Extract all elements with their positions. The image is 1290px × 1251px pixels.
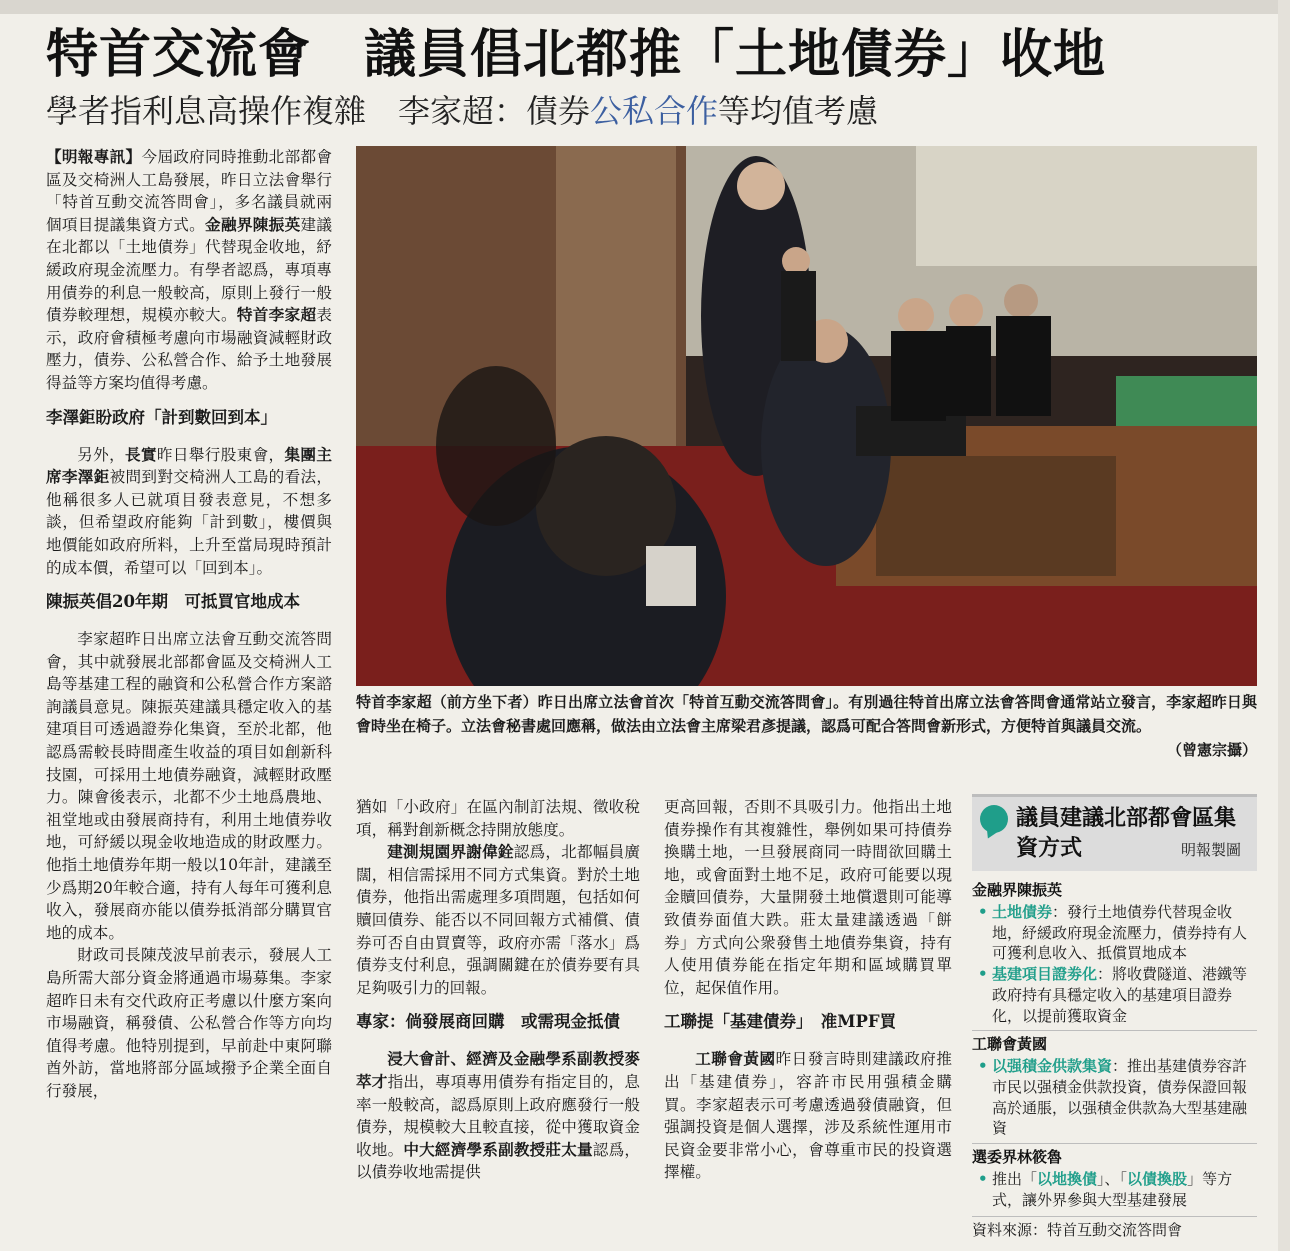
text: 推出「 bbox=[992, 1170, 1038, 1189]
text: 另外， bbox=[77, 445, 126, 464]
paragraph: 猶如「小政府」在區內制訂法規、徵收稅項，稱對創新概念持開放態度。 bbox=[356, 798, 640, 839]
news-tag: 【明報專訊】 bbox=[46, 147, 142, 166]
section-heading: 專家：倘發展商回購 或需現金抵債 bbox=[356, 1012, 620, 1032]
bold-name: 集團主席李澤鉅 bbox=[46, 444, 332, 487]
bold-name: 特首李家超 bbox=[236, 305, 317, 325]
section-heading: 陳振英倡20年期 可抵買官地成本 bbox=[46, 592, 300, 612]
bullet-icon: • bbox=[978, 1170, 988, 1189]
section-heading: 李澤鉅盼政府「計到數回到本」 bbox=[46, 407, 277, 427]
subhead-part2: 等均值考慮 bbox=[718, 92, 879, 130]
box-list-item bbox=[972, 964, 1257, 1026]
article-column-3 bbox=[664, 796, 952, 1246]
text: 昨日發言時則建議政府推出「基建債券」，容許市民用强積金購買。李家超表示可考慮透過發債融資，但强調投資是個人選擇，涉及系統性運用市民資金要非常小心，會尊重市民的投資選擇權。 bbox=[664, 1050, 952, 1182]
text: 被問到對交椅洲人工島的看法，他稱很多人已就項目發表意見，不想多談，但希望政府能夠「計到數」，樓價與地價能如政府所料，上升至當局現時預計的成本價，希望可以「回到本」。 bbox=[46, 468, 332, 577]
caption-text: 特首李家超（前方坐下者）昨日出席立法會首次「特首互動交流答問會」。有別過往特首出席立法會答問會通常站立發言，李家超昨日與會時坐在椅子。立法會秘書處回應稱，做法由立法會主席梁君彥提議，認爲可配合答問會新形式，方便特首與議員交流。 bbox=[356, 693, 1257, 735]
highlight: 以强積金供款集資 bbox=[992, 1057, 1113, 1076]
highlight: 以地換債 bbox=[1037, 1170, 1098, 1189]
info-box-title: 議員建議北部都會區集資方式 bbox=[1016, 805, 1237, 861]
bullet-icon: • bbox=[978, 1057, 988, 1076]
divider bbox=[972, 1143, 1257, 1144]
box-list-item bbox=[972, 1169, 1257, 1210]
news-photo bbox=[356, 146, 1257, 686]
text: 指出，專項專用債券有指定目的，息率一般較高，認爲原則上政府應發行一般債券，規模較大且較直接，從中獲取資金收地。 bbox=[356, 1072, 640, 1159]
bold-name: 浸大會計、經濟及金融學系副教授麥萃才 bbox=[356, 1049, 640, 1091]
bullet-icon: • bbox=[978, 903, 988, 921]
bold-name: 長實 bbox=[125, 444, 157, 464]
highlight: 基建項目證劵化 bbox=[992, 965, 1098, 984]
bold-name: 金融界陳振英 bbox=[205, 214, 301, 234]
text: 認爲，北都幅員廣闊，相信需採用不同方式集資。對於土地債券，他指出需處理多項問題，包括如何贖回債券、能否以不同回報方式補償、債券可否自由買賣等，政府亦需「落水」爲債券支付利息，强調關鍵在於債券要有具足夠吸引力的回報。 bbox=[356, 843, 640, 997]
box-section-name: 選委界林筱魯 bbox=[972, 1148, 1063, 1167]
page-top-edge bbox=[0, 0, 1290, 14]
paragraph bbox=[356, 1048, 640, 1184]
info-box-header bbox=[972, 794, 1257, 871]
photo-caption bbox=[356, 690, 1257, 762]
subheadline bbox=[46, 90, 1246, 132]
box-section-name: 工聯會黃國 bbox=[972, 1035, 1048, 1054]
box-list-item bbox=[972, 902, 1257, 964]
text: 昨日舉行股東會， bbox=[156, 445, 285, 464]
page-right-edge bbox=[1278, 0, 1290, 1251]
text: 」等方式，讓外界參與大型基建發展 bbox=[992, 1170, 1233, 1209]
text: 建議在北都以「土地債券」代替現金收地，紓緩政府現金流壓力。有學者認爲，專項專用債券的利息一般較高，原則上發行一般債券較理想，規模亦較大。 bbox=[46, 215, 332, 325]
info-box-credit: 明報製圖 bbox=[1180, 841, 1241, 859]
text: 認爲，以債券收地需提供 bbox=[356, 1140, 640, 1182]
text: ：發行土地債券代替現金收地，紓緩政府現金流壓力，債券持有人可獲利息收入、抵償買地成本 bbox=[992, 903, 1248, 963]
text: ：推出基建債券容許市民以强積金供款投資，債券保證回報高於通脹，以强積金供款為大型基建融資 bbox=[992, 1057, 1248, 1138]
text: 今屆政府同時推動北部都會區及交椅洲人工島發展，昨日立法會舉行「特首互動交流答問會」，多名議員就兩個項目提議集資方式。 bbox=[46, 148, 332, 234]
paragraph bbox=[664, 1048, 952, 1184]
subhead-part1: 學者指利息高操作複雜 李家超：債券 bbox=[46, 92, 591, 130]
article-column-2 bbox=[356, 796, 640, 1246]
text: 」、「 bbox=[1097, 1170, 1128, 1189]
text: ：將收費隧道、港鐵等政府持有具穩定收入的基建項目證券化，以提前獲取資金 bbox=[992, 965, 1248, 1025]
bold-name: 中大經濟學系副教授莊太量 bbox=[403, 1139, 593, 1159]
photo-credit: （曾憲宗攝） bbox=[1166, 741, 1257, 759]
divider bbox=[972, 1030, 1257, 1031]
section-heading: 工聯提「基建債券」 准MPF買 bbox=[664, 1012, 897, 1032]
info-box bbox=[972, 794, 1257, 1240]
headline: 特首交流會 議員倡北都推「土地債券」收地 bbox=[46, 24, 1107, 85]
paragraph: 李家超昨日出席立法會互動交流答問會，其中就發展北部都會區及交椅洲人工島等基建工程的融資和公私營合作方案諮詢議員意見。陳振英建議具穩定收入的基建項目可透過證券化集資，至於北都，他認爲需較長時間產生收益的項目如創新科技園，可採用土地債券融資，減輕財政壓力。陳會後表示，北都不少土地爲農地、祖堂地或由發展商持有，利用土地債券收地，可紓緩以現金收地造成的財政壓力。他指土地債券年期一般以10年計，建議至少爲期20年較合適，持有人每年可獲利息收入，發展商亦能以債券抵消部分購買官地的成本。 bbox=[46, 630, 332, 942]
info-box-source: 資料來源：特首互動交流答問會 bbox=[972, 1216, 1257, 1241]
bold-name: 建測規園界謝偉銓 bbox=[387, 842, 514, 862]
info-box-body bbox=[972, 871, 1257, 1241]
highlight: 土地債券 bbox=[992, 903, 1053, 921]
paragraph bbox=[356, 841, 640, 999]
article-column-1 bbox=[46, 146, 332, 1246]
legco-chamber-photo bbox=[356, 146, 1257, 686]
paragraph bbox=[46, 444, 332, 580]
text: 表示，政府會積極考慮向市場融資減輕財政壓力，債券、公私營合作、給予土地發展得益等方案均值得考慮。 bbox=[46, 306, 332, 392]
speech-bubble-icon bbox=[980, 805, 1008, 833]
paragraph: 財政司長陳茂波早前表示，發展人工島所需大部分資金將通過市場募集。李家超昨日未有交代政府正考慮以什麼方案向市場融資，稱發債、公私營合作等方向均值得考慮。他特別提到，早前赴中東阿聯酋外訪，當地將部分區域撥予企業全面自行發展， bbox=[46, 946, 332, 1100]
paragraph: 更高回報，否則不具吸引力。他指出土地債券操作有其複雜性，舉例如果可持債券換購土地，一旦發展商同一時間欲回購土地，或會面對土地不足，政府可能要以現金贖回債券，大量開發土地償還則可能導致債券面值大跌。莊太量建議透過「餅券」方式向公衆發售土地債券集資，持有人使用債券能在指定年期和區域購買單位，起保值作用。 bbox=[664, 798, 952, 997]
bold-name: 工聯會黃國 bbox=[695, 1049, 776, 1069]
paragraph bbox=[46, 146, 332, 395]
box-section-name: 金融界陳振英 bbox=[972, 881, 1063, 899]
box-list-item bbox=[972, 1056, 1257, 1139]
bullet-icon: • bbox=[978, 965, 988, 984]
highlight: 以債換股 bbox=[1127, 1170, 1188, 1189]
subhead-accent: 公私合作 bbox=[590, 92, 719, 130]
